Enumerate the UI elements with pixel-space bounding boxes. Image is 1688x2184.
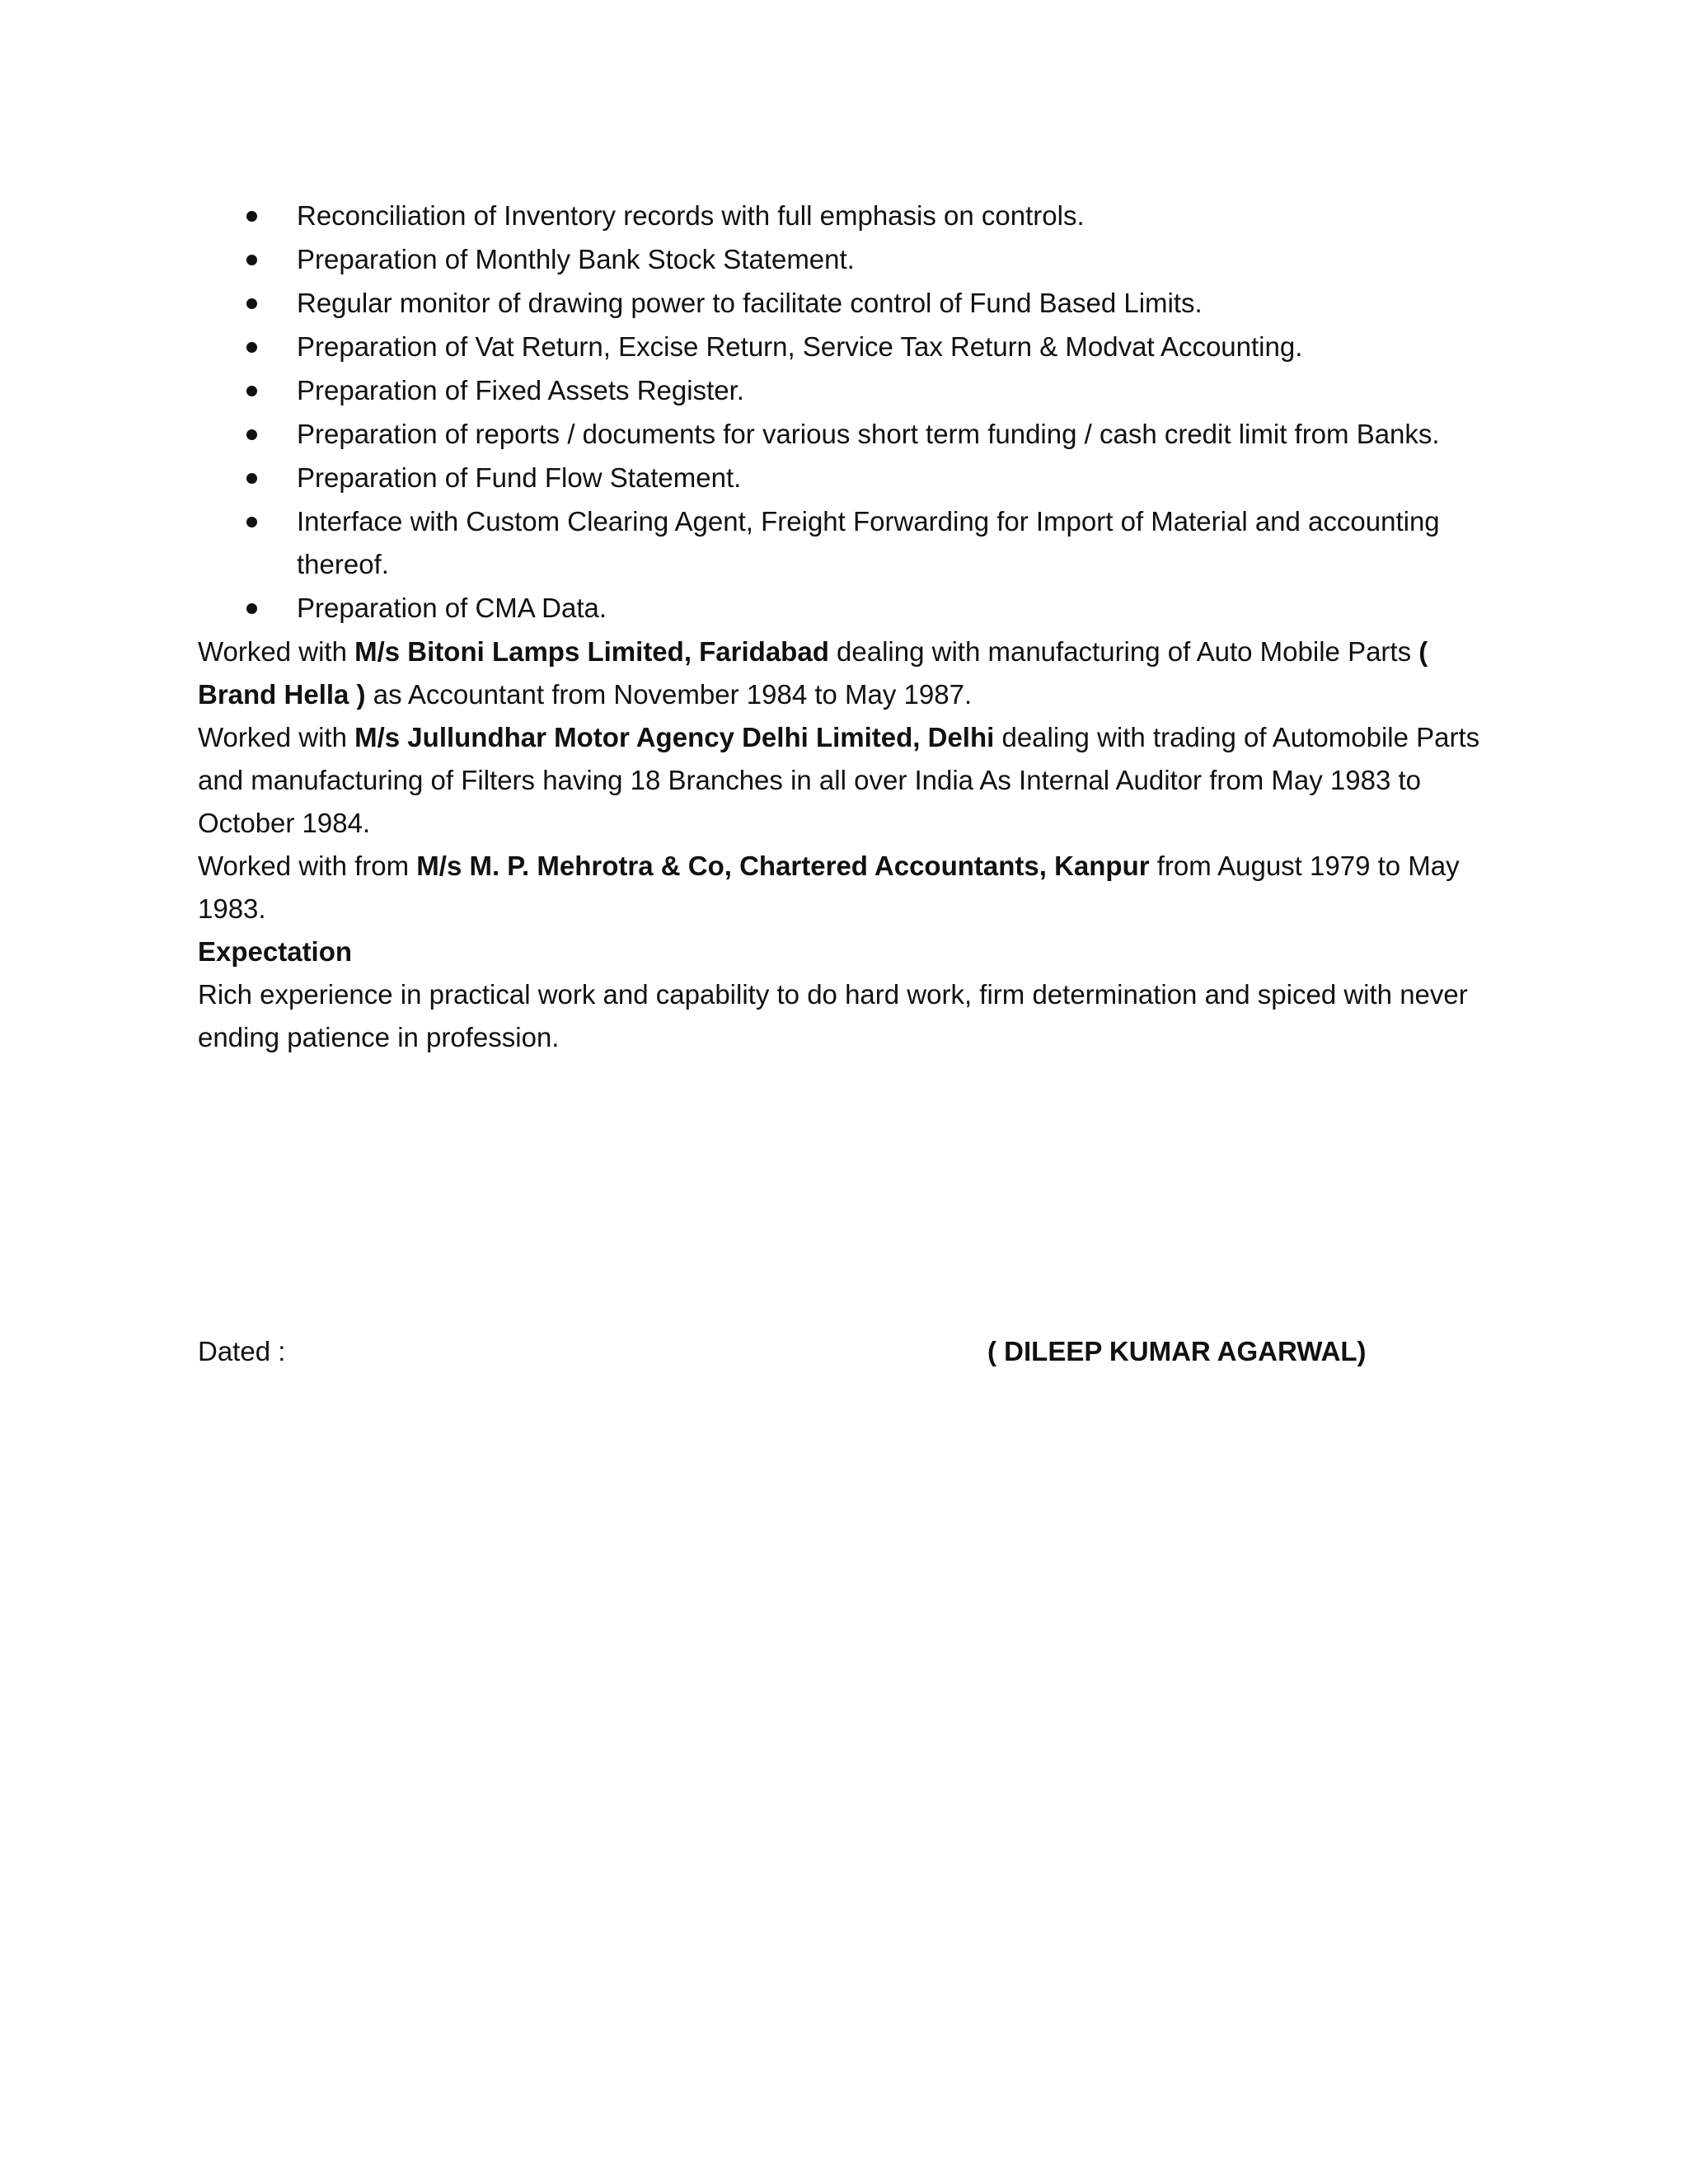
signature-row [198, 1330, 1484, 1373]
company-name: M/s Jullundhar Motor Agency Delhi Limited, Delhi [354, 722, 995, 752]
bullet-icon [246, 211, 257, 222]
duty-text: Preparation of reports / documents for various short term funding / cash credit limit from Banks. [297, 419, 1440, 449]
bullet-icon [246, 298, 257, 309]
duty-text: Preparation of Fixed Assets Register. [297, 375, 744, 405]
list-item [198, 326, 1484, 368]
experience-period: as Accountant from November 1984 to May 1987. [365, 679, 973, 710]
duty-text: Preparation of Vat Return, Excise Return, Service Tax Return & Modvat Accounting. [297, 331, 1303, 362]
duty-text: Reconciliation of Inventory records with full emphasis on controls. [297, 200, 1085, 231]
experience-prefix: Worked with from [198, 851, 417, 881]
bullet-icon [246, 342, 257, 353]
company-name: M/s Bitoni Lamps Limited, Faridabad [354, 636, 829, 667]
list-item [198, 369, 1484, 412]
duties-list [198, 194, 1484, 630]
duty-text: Preparation of Monthly Bank Stock Statement. [297, 244, 855, 274]
brand-name: ( Brand Hella ) [198, 636, 1428, 710]
bullet-icon [246, 386, 257, 396]
list-item [198, 500, 1484, 586]
experience-prefix: Worked with [198, 636, 355, 667]
bullet-icon [246, 429, 257, 440]
list-item [198, 238, 1484, 281]
experience-bitoni [198, 630, 1484, 716]
list-item [198, 282, 1484, 325]
bullet-icon [246, 517, 257, 527]
bullet-icon [246, 603, 257, 614]
list-item [198, 457, 1484, 499]
duty-text: Preparation of Fund Flow Statement. [297, 462, 742, 493]
experience-prefix: Worked with [198, 722, 355, 752]
experience-mehrotra [198, 845, 1484, 930]
experience-detail: dealing with trading of Automobile Parts and manufacturing of Filters having 18 Branches in all over India As Internal Auditor from May 1983 to October 1984. [198, 722, 1480, 838]
duty-text: Interface with Custom Clearing Agent, Freight Forwarding for Import of Material and accounting thereof. [297, 506, 1440, 579]
resume-content [198, 194, 1484, 1059]
list-item [198, 587, 1484, 630]
duty-text: Regular monitor of drawing power to facilitate control of Fund Based Limits. [297, 288, 1203, 318]
dated-label: Dated : [198, 1336, 286, 1366]
experience-jullundhar [198, 716, 1484, 845]
signatory-name: ( DILEEP KUMAR AGARWAL) [987, 1336, 1367, 1366]
experience-detail: dealing with manufacturing of Auto Mobile Parts [828, 636, 1419, 667]
bullet-icon [246, 255, 257, 265]
company-name: M/s M. P. Mehrotra & Co, Chartered Accountants, Kanpur [416, 851, 1150, 881]
experience-period: from August 1979 to May 1983. [198, 851, 1460, 924]
expectation-heading: Expectation [198, 936, 353, 967]
expectation-text: Rich experience in practical work and capability to do hard work, firm determination and spiced with never ending patience in profession. [198, 979, 1468, 1052]
duty-text: Preparation of CMA Data. [297, 593, 607, 623]
list-item [198, 413, 1484, 456]
bullet-icon [246, 473, 257, 484]
list-item [198, 194, 1484, 237]
